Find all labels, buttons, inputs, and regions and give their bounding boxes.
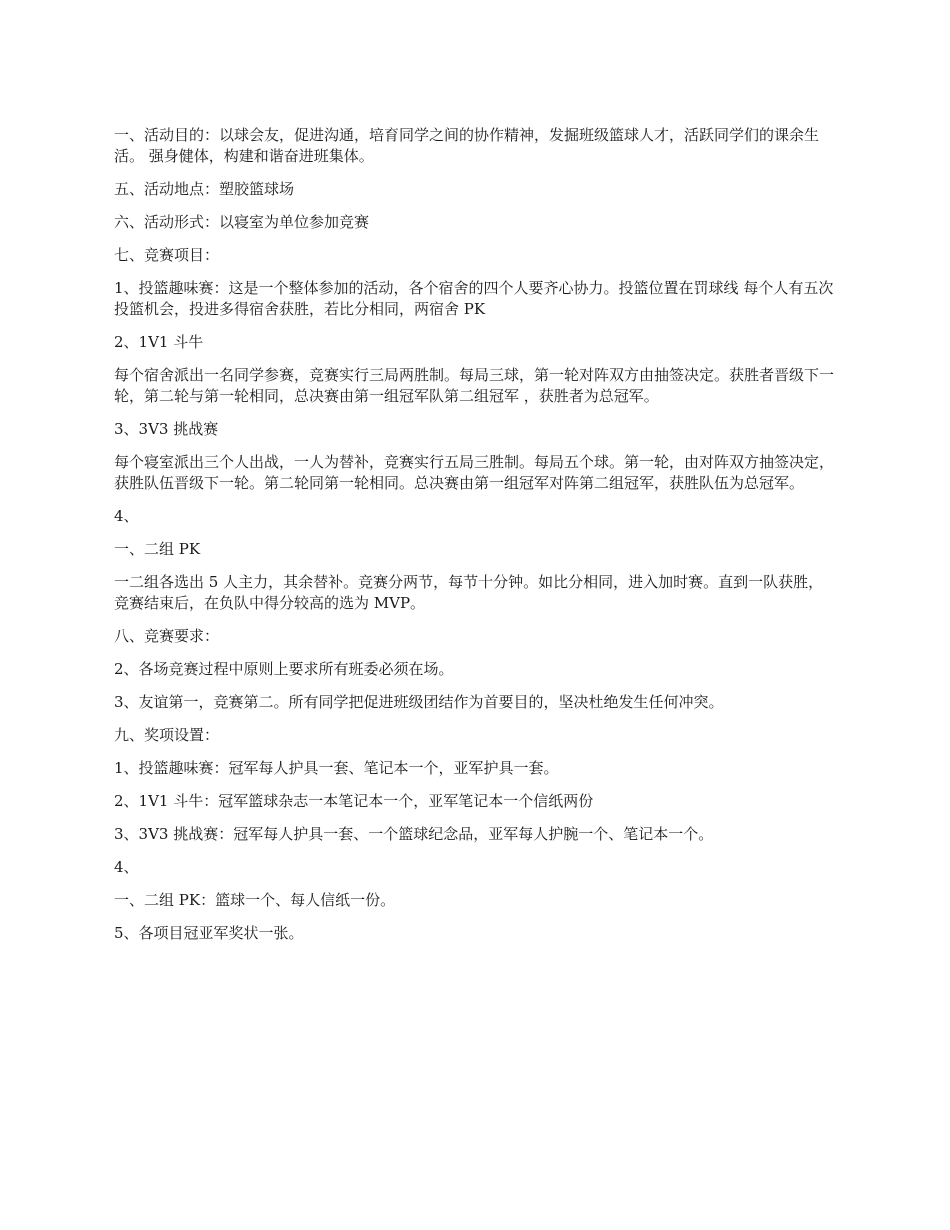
paragraph-purpose: 一、活动目的：以球会友，促进沟通，培育同学之间的协作精神，发掘班级篮球人才，活跃同学们的课余生活。 强身健体，构建和谐奋进班集体。 <box>114 126 820 165</box>
paragraph-format: 六、活动形式：以寝室为单位参加竞赛 <box>114 213 370 231</box>
paragraph-award-3: 3、3V3 挑战赛：冠军每人护具一套、一个篮球纪念品，亚军每人护腕一个、笔记本一个。 <box>114 825 714 843</box>
paragraph-requirement-2: 2、各场竞赛过程中原则上要求所有班委必须在场。 <box>114 660 454 678</box>
heading-award-4: 4、 <box>114 858 139 876</box>
paragraph-1v1-rules: 每个宿舍派出一名同学参赛，竞赛实行三局两胜制。每局三球，第一轮对阵双方由抽签决定。获胜者晋级下一轮，第二轮与第一轮相同，总决赛由第一组冠军队第二组冠军 ，获胜者为总冠军。 <box>114 366 835 405</box>
heading-item-4: 4、 <box>114 507 139 525</box>
paragraph-location: 五、活动地点：塑胶篮球场 <box>114 180 295 198</box>
paragraph-award-group-pk: 一、二组 PK：篮球一个、每人信纸一份。 <box>114 891 396 909</box>
paragraph-award-1: 1、投篮趣味赛：冠军每人护具一套、笔记本一个，亚军护具一套。 <box>114 759 559 777</box>
paragraph-award-5: 5、各项目冠亚军奖状一张。 <box>114 924 304 942</box>
heading-awards: 九、奖项设置： <box>114 726 220 744</box>
paragraph-group-pk-rules: 一二组各选出 5 人主力，其余替补。竞赛分两节，每节十分钟。如比分相同，进入加时赛。直到一队获胜，竞赛结束后，在负队中得分较高的选为 MVP。 <box>114 573 824 612</box>
paragraph-shooting-contest: 1、投篮趣味赛：这是一个整体参加的活动，各个宿舍的四个人要齐心协力。投篮位置在罚球线 每个人有五次投篮机会，投进多得宿舍获胜，若比分相同，两宿舍 PK <box>114 279 834 318</box>
heading-3v3: 3、3V3 挑战赛 <box>114 420 219 438</box>
heading-1v1: 2、1V1 斗牛 <box>114 333 204 351</box>
heading-group-pk: 一、二组 PK <box>114 540 201 558</box>
paragraph-3v3-rules: 每个寝室派出三个人出战，一人为替补，竞赛实行五局三胜制。每局五个球。第一轮，由对阵双方抽签决定，获胜队伍晋级下一轮。第二轮同第一轮相同。总决赛由第一组冠军对阵第二组冠军，获胜队伍为总冠军。 <box>114 453 835 492</box>
document-body <box>114 125 838 956</box>
heading-requirements: 八、竞赛要求： <box>114 627 220 645</box>
paragraph-requirement-3: 3、友谊第一，竞赛第二。所有同学把促进班级团结作为首要目的，坚决杜绝发生任何冲突。 <box>114 693 724 711</box>
heading-events: 七、竞赛项目： <box>114 246 220 264</box>
paragraph-award-2: 2、1V1 斗牛：冠军篮球杂志一本笔记本一个，亚军笔记本一个信纸两份 <box>114 792 594 810</box>
